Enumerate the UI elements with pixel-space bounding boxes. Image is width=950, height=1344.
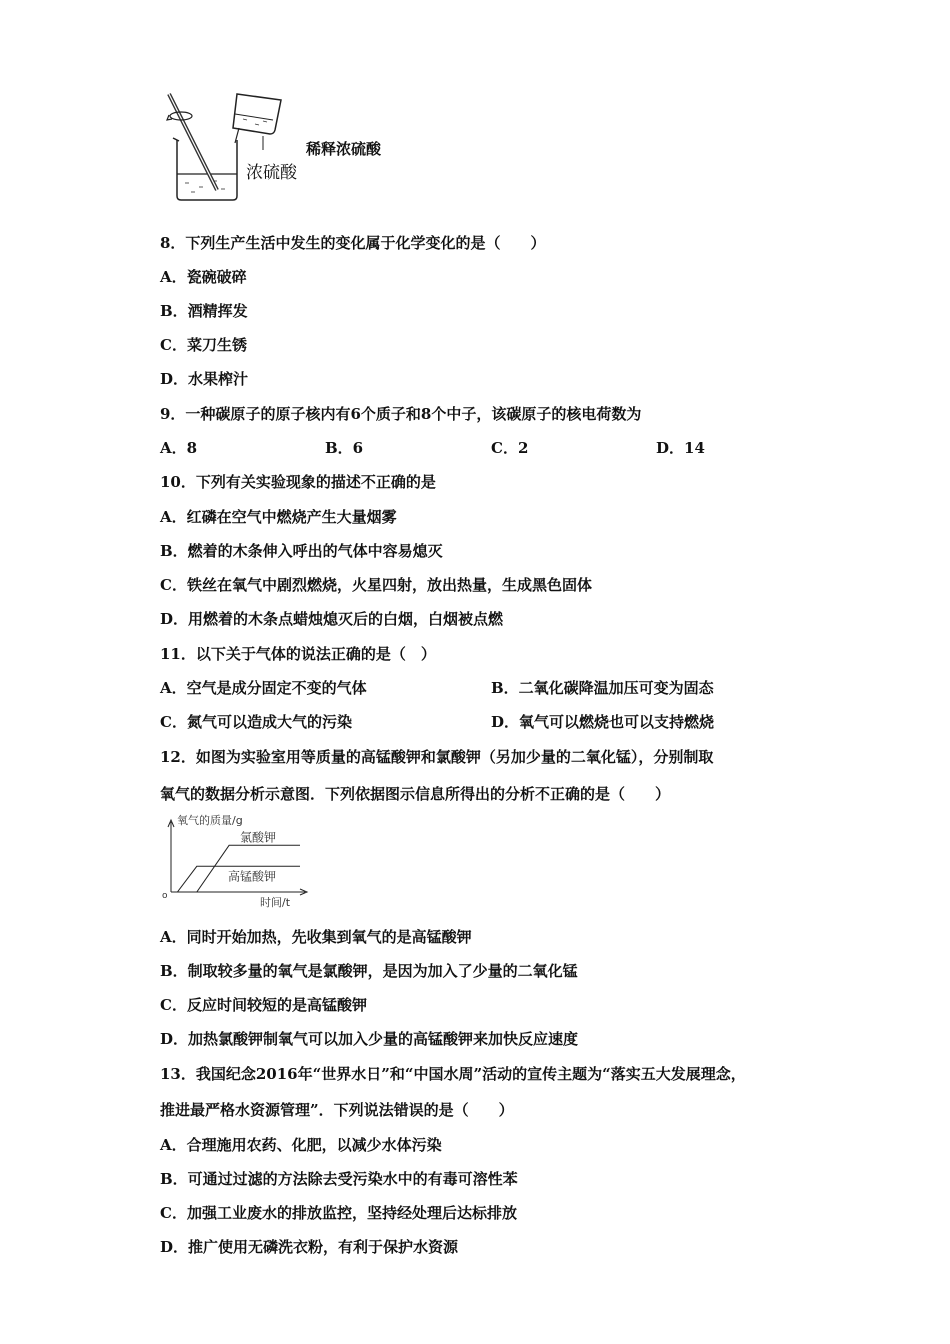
q8-option-c[interactable]: C．菜刀生锈	[160, 336, 247, 354]
q10-option-a[interactable]: A．红磷在空气中燃烧产生大量烟雾	[160, 508, 397, 526]
q9-option-c[interactable]: C．2	[491, 439, 529, 457]
q11-option-d[interactable]: D．氧气可以燃烧也可以支持燃烧	[491, 713, 715, 731]
q12-stem-line1: 12．如图为实验室用等质量的高锰酸钾和氯酸钾（另加少量的二氧化锰），分别制取	[160, 748, 714, 766]
chart-ylabel: 氧气的质量/g	[177, 814, 243, 827]
sulfuric-acid-label: 浓硫酸	[246, 163, 297, 183]
q8-option-d[interactable]: D．水果榨汁	[160, 370, 249, 388]
q11-option-a[interactable]: A．空气是成分固定不变的气体	[160, 679, 367, 697]
series-label-0: 氯酸钾	[240, 830, 277, 845]
q10-option-d[interactable]: D．用燃着的木条点蜡烛熄灭后的白烟，白烟被点燃	[160, 610, 504, 628]
q12-option-b[interactable]: B．制取较多量的氧气是氯酸钾，是因为加入了少量的二氧化锰	[160, 962, 578, 980]
dilution-figure	[155, 88, 305, 208]
oxygen-chart-svg	[160, 812, 320, 912]
q13-stem-line1: 13．我国纪念2016年“世界水日”和“中国水周”活动的宣传主题为“落实五大发展理念，	[160, 1065, 746, 1083]
q12-stem-line2: 氧气的数据分析示意图．下列依据图示信息所得出的分析不正确的是（ ）	[160, 785, 671, 803]
q13-option-c[interactable]: C．加强工业废水的排放监控，坚持经处理后达标排放	[160, 1204, 517, 1222]
oxygen-chart	[160, 812, 320, 912]
q12-option-a[interactable]: A．同时开始加热，先收集到氧气的是高锰酸钾	[160, 928, 472, 946]
q10-stem: 10．下列有关实验现象的描述不正确的是	[160, 473, 436, 491]
q11-option-c[interactable]: C．氮气可以造成大气的污染	[160, 713, 352, 731]
q9-option-a[interactable]: A．8	[160, 439, 198, 457]
q8-option-a[interactable]: A．瓷碗破碎	[160, 268, 247, 286]
q13-option-b[interactable]: B．可通过过滤的方法除去受污染水中的有毒可溶性苯	[160, 1170, 518, 1188]
q10-option-c[interactable]: C．铁丝在氧气中剧烈燃烧，火星四射，放出热量，生成黑色固体	[160, 576, 592, 594]
q13-option-a[interactable]: A．合理施用农药、化肥，以减少水体污染	[160, 1136, 442, 1154]
chart-origin: o	[162, 891, 168, 901]
series-label-1: 高锰酸钾	[228, 869, 277, 884]
q12-option-c[interactable]: C．反应时间较短的是高锰酸钾	[160, 996, 367, 1014]
q8-option-b[interactable]: B．酒精挥发	[160, 302, 248, 320]
q9-stem: 9．一种碳原子的原子核内有6个质子和8个中子，该碳原子的核电荷数为	[160, 405, 642, 423]
q12-option-d[interactable]: D．加热氯酸钾制氧气可以加入少量的高锰酸钾来加快反应速度	[160, 1030, 579, 1048]
dilution-figure-drawing	[155, 88, 305, 208]
q8-stem: 8．下列生产生活中发生的变化属于化学变化的是（ ）	[160, 234, 546, 252]
q13-stem-line2: 推进最严格水资源管理”．下列说法错误的是（ ）	[160, 1101, 514, 1119]
q9-option-d[interactable]: D．14	[656, 439, 705, 457]
q11-stem: 11．以下关于气体的说法正确的是（ ）	[160, 645, 436, 663]
chart-xlabel: 时间/t	[260, 896, 291, 909]
q11-option-b[interactable]: B．二氧化碳降温加压可变为固态	[491, 679, 714, 697]
q9-option-b[interactable]: B．6	[325, 439, 364, 457]
dilution-caption: 稀释浓硫酸	[306, 140, 382, 158]
q10-option-b[interactable]: B．燃着的木条伸入呼出的气体中容易熄灭	[160, 542, 443, 560]
q13-option-d[interactable]: D．推广使用无磷洗衣粉，有利于保护水资源	[160, 1238, 459, 1256]
